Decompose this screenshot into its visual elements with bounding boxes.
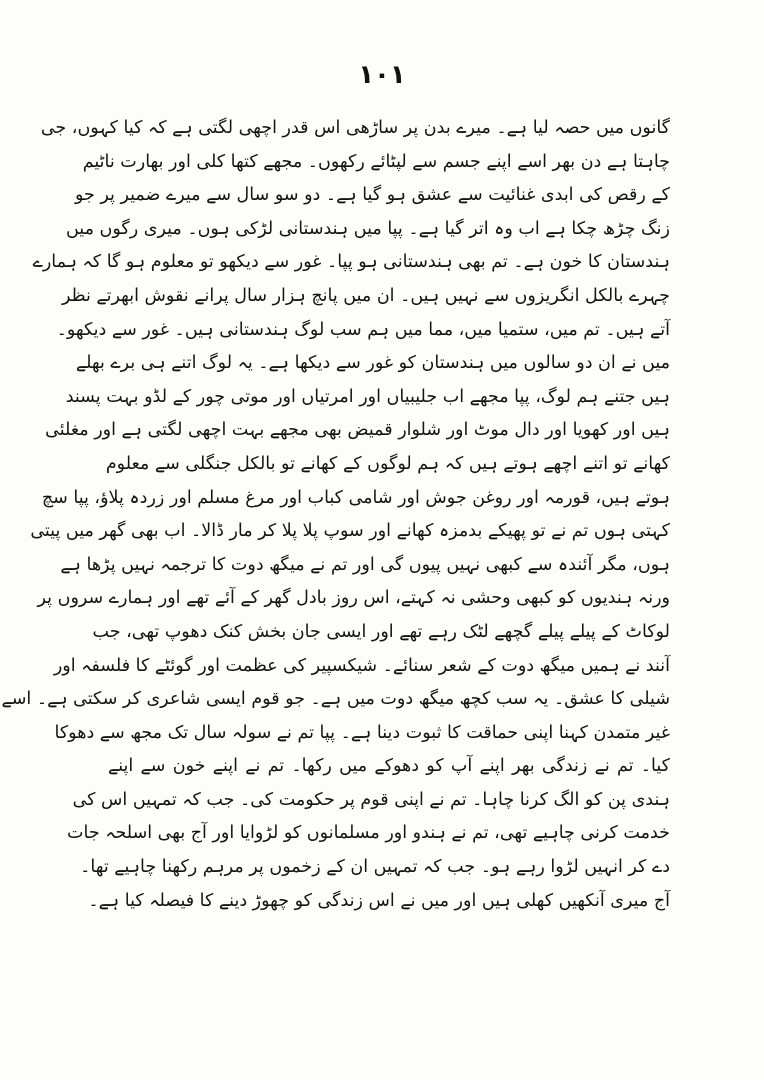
text-line: کیا۔ تم نے زندگی بھر اپنے آپ کو دھوکے میں رکھا۔ تم نے اپنے خون سے اپنے — [108, 756, 670, 777]
page-number: ۱۰۱ — [358, 60, 406, 90]
text-line: ورنہ ہندیوں کو کبھی وحشی نہ کہتے، اس روز بادل گھر کے آئے تھے اور ہمارے سروں پر — [37, 588, 670, 609]
text-line: ہوں، مگر آئندہ سے کبھی نہیں پیوں گی اور تم نے میگھ دوت کا ترجمہ نہیں پڑھا ہے — [60, 554, 670, 575]
text-line: آج میری آنکھیں کھلی ہیں اور میں نے اس زندگی کو چھوڑ دینے کا فیصلہ کیا ہے۔ — [88, 890, 670, 911]
text-line: میں نے ان دو سالوں میں ہندستان کو غور سے دیکھا ہے۔ یہ لوگ اتنے ہی برے بھلے — [75, 353, 670, 374]
text-line: ہوتے ہیں، قورمہ اور روغن جوش اور شامی کباب اور مرغ مسلم اور زردہ پلاؤ، پپا سچ — [41, 487, 670, 508]
text-line: لوکاٹ کے پیلے پیلے گچھے لٹک رہے تھے اور ایسی جان بخش کنک دھوپ تھی، جب — [92, 621, 670, 642]
text-line: کہتی ہوں تم نے تو پھیکے بدمزہ کھانے اور سوپ پلا پلا کر مار ڈالا۔ اب بھی گھر میں پیتی — [30, 521, 670, 542]
text-line: خدمت کرنی چاہیے تھی، تم نے ہندو اور مسلمانوں کو لڑوایا اور آج بھی اسلحہ جات — [67, 823, 670, 844]
text-line: ہندی پن کو الگ کرنا چاہا۔ تم نے اپنی قوم پر حکومت کی۔ جب کہ تمہیں اس کی — [72, 789, 670, 810]
text-line: گانوں میں حصہ لیا ہے۔ میرے بدن پر ساڑھی اس قدر اچھی لگتی ہے کہ کیا کہوں، جی — [40, 118, 670, 138]
body-text — [1, 112, 670, 918]
text-line: کھانے تو اتنے اچھے ہوتے ہیں کہ ہم لوگوں کے کھانے تو بالکل جنگلی سے معلوم — [105, 453, 670, 474]
text-line: آنند نے ہمیں میگھ دوت کے شعر سنائے۔ شیکسپیر کی عظمت اور گوئٹے کا فلسفہ اور — [53, 655, 670, 676]
text-line: دے کر انہیں لڑوا رہے ہو۔ جب کہ تمہیں ان کے زخموں پر مرہم رکھنا چاہیے تھا۔ — [80, 857, 670, 878]
text-line: چہرے بالکل انگریزوں سے نہیں ہیں۔ ان میں پانچ ہزار سال پرانے نقوش ابھرتے نظر — [61, 285, 670, 306]
text-line: ہیں اور کھویا اور دال موٹ اور شلوار قمیض بھی مجھے بہت اچھی لگتی ہے اور مغلئی — [45, 420, 670, 441]
text-line: غیر متمدن کہنا اپنی حماقت کا ثبوت دینا ہے۔ پپا تم نے سولہ سال تک مجھ سے دھوکا — [54, 722, 670, 743]
text-line: زنگ چڑھ چکا ہے اب وہ اتر گیا ہے۔ پپا میں ہندستانی لڑکی ہوں۔ میری رگوں میں — [65, 218, 670, 239]
text-line: ہیں جتنے ہم لوگ، پپا مجھے اب جلیبیاں اور امرتیاں اور موتی چور کے لڈو بہت پسند — [65, 386, 670, 407]
text-line: آتے ہیں۔ تم میں، ستمیا میں، مما میں ہم سب لوگ ہندستانی ہیں۔ غور سے دیکھو۔ — [56, 319, 670, 340]
text-line: چاہتا ہے دن بھر اسے اپنے جسم سے لپٹائے رکھوں۔ مجھے کتھا کلی اور بھارت ناٹیم — [82, 151, 670, 172]
text-line: ہندستان کا خون ہے۔ تم بھی ہندستانی ہو پپا۔ غور سے دیکھو تو معلوم ہو گا کہ ہمارے — [32, 252, 670, 273]
text-line: شیلی کا عشق۔ یہ سب کچھ میگھ دوت میں ہے۔ جو قوم ایسی شاعری کر سکتی ہے۔ اسے — [1, 689, 670, 710]
text-line: کے رقص کی ابدی غنائیت سے عشق ہو گیا ہے۔ دو سو سال سے میرے ضمیر پر جو — [74, 185, 670, 206]
